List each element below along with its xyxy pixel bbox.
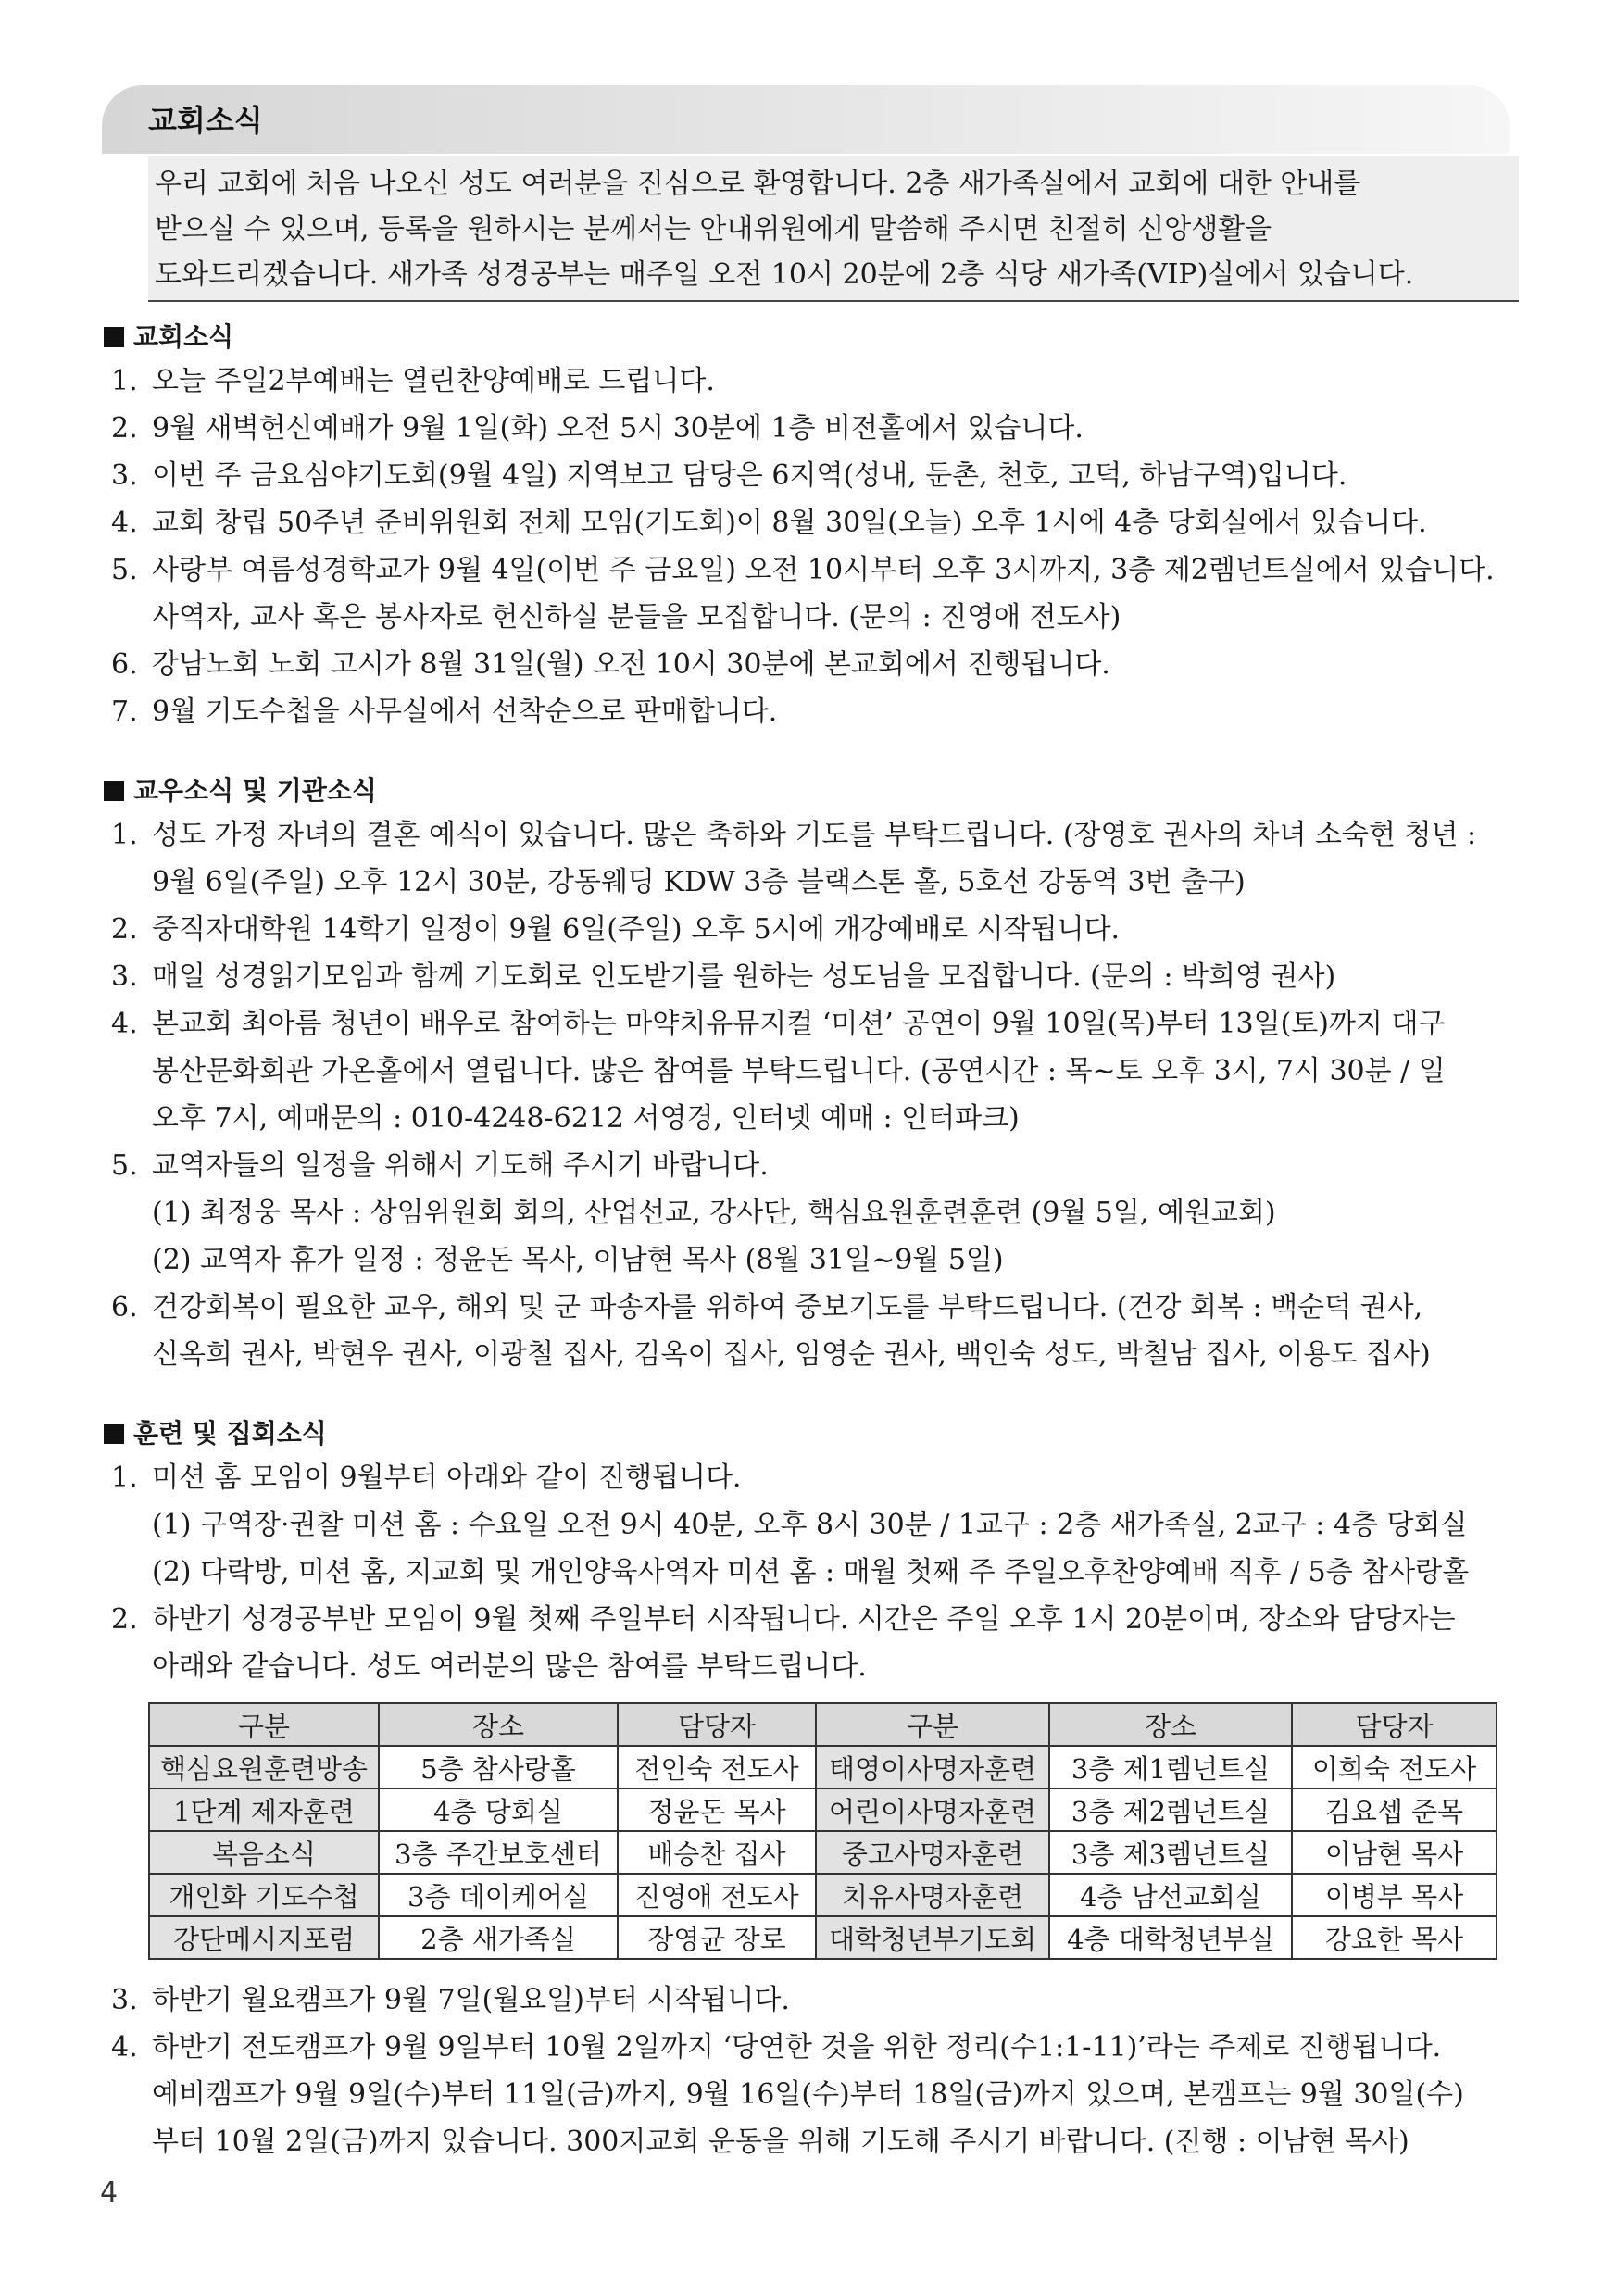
table-cell: 이희숙 전도사	[1292, 1746, 1497, 1788]
table-cell: 어린이사명자훈련	[816, 1788, 1049, 1831]
table-cell: 3층 제2렘넌트실	[1049, 1788, 1292, 1831]
table-header-cell: 담당자	[618, 1703, 816, 1746]
table-cell: 2층 새가족실	[379, 1916, 618, 1959]
table-cell: 중고사명자훈련	[816, 1831, 1049, 1874]
table-cell: 3층 제3렘넌트실	[1049, 1831, 1292, 1874]
table-cell: 강단메시지포럼	[149, 1916, 379, 1959]
table-cell: 치유사명자훈련	[816, 1874, 1049, 1916]
table-cell: 배승찬 집사	[618, 1831, 816, 1874]
list-item: 5. 사랑부 여름성경학교가 9월 4일(이번 주 금요일) 오전 10시부터 오후 3시까지, 3층 제2렘넌트실에서 있습니다. 사역자, 교사 혹은 봉사자로 헌신하실 분들을 모집합니다. (문의 : 진영애 전도사)	[111, 554, 1495, 634]
list-item: 2. 9월 새벽헌신예배가 9월 1일(화) 오전 5시 30분에 1층 비전홀에서 있습니다.	[111, 412, 1084, 445]
list-item: 6. 강남노회 노회 고시가 8월 31일(월) 오전 10시 30분에 본교회에서 진행됩니다.	[111, 648, 1110, 681]
table-cell: 장영균 장로	[618, 1916, 816, 1959]
table-row	[149, 1831, 1497, 1874]
section-training-news	[104, 1413, 1548, 1690]
table-cell: 정윤돈 목사	[618, 1788, 816, 1831]
table-header-cell: 장소	[379, 1703, 618, 1746]
welcome-box	[148, 156, 1519, 302]
list-item: 2. 중직자대학원 14학기 일정이 9월 6일(주일) 오후 5시에 개강예배로 시작됩니다.	[111, 913, 1121, 946]
table-header-row	[149, 1703, 1497, 1746]
section-title: 교회소식	[104, 317, 1548, 358]
list-item: 1. 미션 홈 모임이 9월부터 아래와 같이 진행됩니다. (1) 구역장·권찰 미션 홈 : 수요일 오전 9시 40분, 오후 8시 30분 / 1교구 : 2층 새가족실, 2교구 : 4층 당회실 (2) 다락방, 미션 홈, 지교회 및 개인양육사역자 미션 홈 : 매월 첫째 주 주일오후찬양예배 직후 / 5층 참사랑홀	[111, 1462, 1470, 1588]
list-item: 1. 성도 가정 자녀의 결혼 예식이 있습니다. 많은 축하와 기도를 부탁드립니다. (장영호 권사의 차녀 소숙현 청년 : 9월 6일(주일) 오후 12시 30분, 강동웨딩 KDW 3층 블랙스톤 홀, 5호선 강동역 3번 출구)	[111, 819, 1477, 898]
list-item: 4. 교회 창립 50주년 준비위원회 전체 모임(기도회)이 8월 30일(오늘) 오후 1시에 4층 당회실에서 있습니다.	[111, 507, 1427, 539]
list-item: 2. 하반기 성경공부반 모임이 9월 첫째 주일부터 시작됩니다. 시간은 주일 오후 1시 20분이며, 장소와 담당자는 아래와 같습니다. 성도 여러분의 많은 참여를 부탁드립니다.	[111, 1603, 1456, 1683]
list-item: 3. 매일 성경읽기모임과 함께 기도회로 인도받기를 원하는 성도님을 모집합니다. (문의 : 박희영 권사)	[111, 960, 1336, 993]
table-cell: 복음소식	[149, 1831, 379, 1874]
section-church-news	[104, 317, 1548, 735]
bible-study-schedule-table	[148, 1702, 1497, 1960]
header-band	[102, 85, 1510, 154]
square-bullet-icon	[104, 327, 124, 347]
list-item: 1. 오늘 주일2부예배는 열린찬양예배로 드립니다.	[111, 365, 715, 397]
page-number: 4	[100, 2177, 119, 2209]
section-member-news	[104, 771, 1548, 1378]
table-row	[149, 1874, 1497, 1916]
table-cell: 3층 주간보호센터	[379, 1831, 618, 1874]
square-bullet-icon	[104, 781, 124, 801]
list-item: 7. 9월 기도수첩을 사무실에서 선착순으로 판매합니다.	[111, 696, 778, 728]
table-cell: 핵심요원훈련방송	[149, 1746, 379, 1788]
list-item: 5. 교역자들의 일정을 위해서 기도해 주시기 바랍니다. (1) 최정웅 목사 : 상임위원회 회의, 산업선교, 강사단, 핵심요원훈련훈련 (9월 5일, 예원교회) (2) 교역자 휴가 일정 : 정윤돈 목사, 이남현 목사 (8월 31일~9월 5일)	[111, 1149, 1276, 1276]
section-title: 교우소식 및 기관소식	[104, 771, 1548, 811]
table-cell: 태영이사명자훈련	[816, 1746, 1049, 1788]
table-row	[149, 1916, 1497, 1959]
table-row	[149, 1746, 1497, 1788]
table-cell: 개인화 기도수첩	[149, 1874, 379, 1916]
list-item: 4. 본교회 최아름 청년이 배우로 참여하는 마약치유뮤지컬 ‘미션’ 공연이 9월 10일(목)부터 13일(토)까지 대구 봉산문화회관 가온홀에서 열립니다. 많은 참여를 부탁드립니다. (공연시간 : 목~토 오후 3시, 7시 30분 / 일 오후 7시, 예매문의 : 010-4248-6212 서영경, 인터넷 예매 : 인터파크)	[111, 1008, 1446, 1135]
list-item: 6. 건강회복이 필요한 교우, 해외 및 군 파송자를 위하여 중보기도를 부탁드립니다. (건강 회복 : 백순덕 권사, 신옥희 권사, 박현우 권사, 이광철 집사, 김옥이 집사, 임영순 권사, 백인숙 성도, 박철남 집사, 이용도 집사)	[111, 1291, 1431, 1371]
welcome-line: 받으실 수 있으며, 등록을 원하시는 분께서는 안내위원에게 말씀해 주시면 친절히 신앙생활을	[155, 213, 1272, 245]
table-cell: 강요한 목사	[1292, 1916, 1497, 1959]
table-cell: 김요셉 준목	[1292, 1788, 1497, 1831]
table-row	[149, 1788, 1497, 1831]
table-cell: 1단계 제자훈련	[149, 1788, 379, 1831]
table-cell: 이병부 목사	[1292, 1874, 1497, 1916]
page-title: 교회소식	[148, 103, 263, 138]
table-cell: 3층 제1렘넌트실	[1049, 1746, 1292, 1788]
square-bullet-icon	[104, 1424, 124, 1444]
table-header-cell: 구분	[149, 1703, 379, 1746]
table-cell: 대학청년부기도회	[816, 1916, 1049, 1959]
table-cell: 4층 당회실	[379, 1788, 618, 1831]
table-cell: 4층 남선교회실	[1049, 1874, 1292, 1916]
section-title: 훈련 및 집회소식	[104, 1413, 1548, 1454]
table-header-cell: 장소	[1049, 1703, 1292, 1746]
list-item: 3. 이번 주 금요심야기도회(9월 4일) 지역보고 담당은 6지역(성내, 둔촌, 천호, 고덕, 하남구역)입니다.	[111, 459, 1347, 492]
table-cell: 3층 데이케어실	[379, 1874, 618, 1916]
table-cell: 이남현 목사	[1292, 1831, 1497, 1874]
section-training-news-continued	[104, 1976, 1548, 2165]
list-item: 4. 하반기 전도캠프가 9월 9일부터 10월 2일까지 ‘당연한 것을 위한 정리(수1:1-11)’라는 주제로 진행됩니다. 예비캠프가 9월 9일(수)부터 11일(금)까지, 9월 16일(수)부터 18일(금)까지 있으며, 본캠프는 9월 30일(수) 부터 10월 2일(금)까지 있습니다. 300지교회 운동을 위해 기도해 주시기 바랍니다. (진행 : 이남현 목사)	[111, 2031, 1464, 2158]
welcome-line: 우리 교회에 처음 나오신 성도 여러분을 진심으로 환영합니다. 2층 새가족실에서 교회에 대한 안내를	[155, 168, 1361, 200]
table-cell: 5층 참사랑홀	[379, 1746, 618, 1788]
table-header-cell: 구분	[816, 1703, 1049, 1746]
table-cell: 전인숙 전도사	[618, 1746, 816, 1788]
list-item: 3. 하반기 월요캠프가 9월 7일(월요일)부터 시작됩니다.	[111, 1984, 790, 2016]
table-cell: 4층 대학청년부실	[1049, 1916, 1292, 1959]
welcome-line: 도와드리겠습니다. 새가족 성경공부는 매주일 오전 10시 20분에 2층 식당 새가족(VIP)실에서 있습니다.	[155, 258, 1414, 291]
table-cell: 진영애 전도사	[618, 1874, 816, 1916]
table-header-cell: 담당자	[1292, 1703, 1497, 1746]
